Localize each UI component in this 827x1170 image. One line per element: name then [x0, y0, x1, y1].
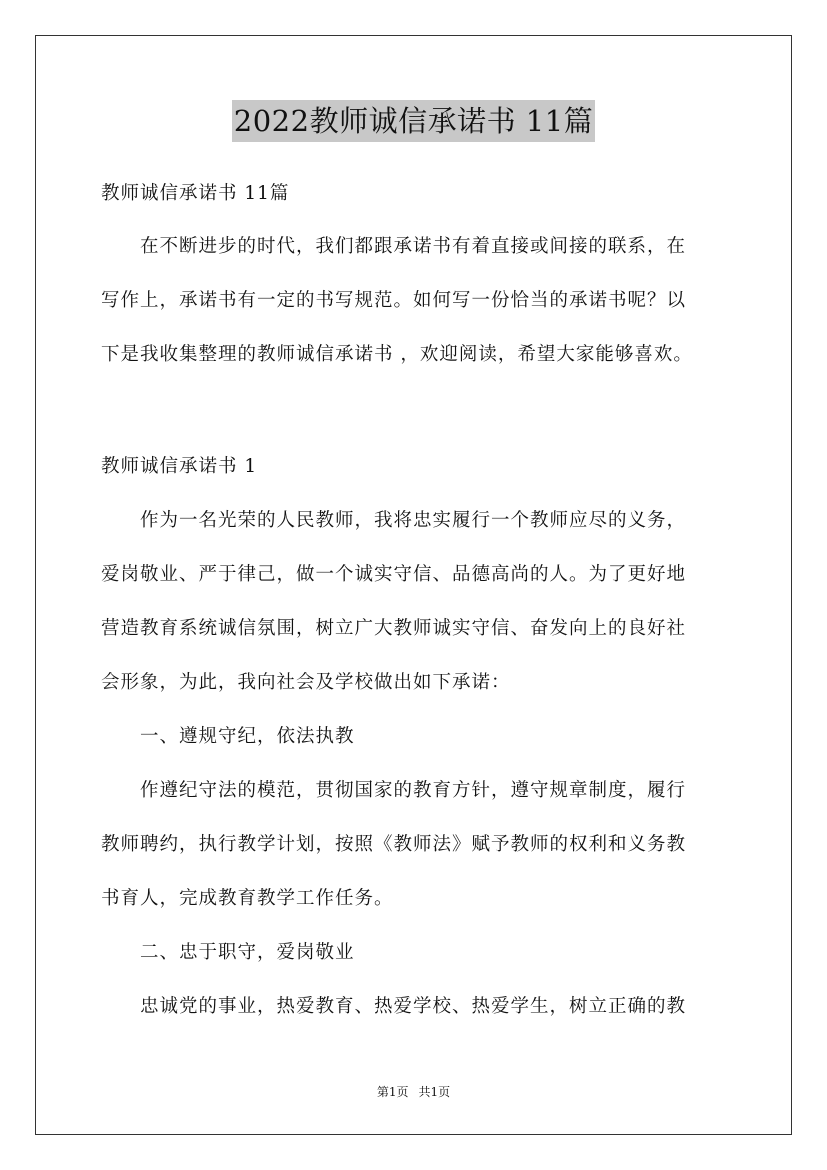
title-wrap — [0, 100, 827, 142]
page-number: 第1页 — [376, 1085, 409, 1099]
clause-heading: 一、遵规守纪，依法执教 — [101, 726, 355, 747]
body-line: 作为一名光荣的人民教师，我将忠实履行一个教师应尽的义务， — [101, 510, 687, 531]
body-line: 教师聘约，执行教学计划，按照《教师法》赋予教师的权利和义务教 — [101, 834, 687, 855]
subtitle-line: 教师诚信承诺书 11篇 — [101, 183, 290, 204]
body-line: 写作上，承诺书有一定的书写规范。如何写一份恰当的承诺书呢？以 — [101, 290, 687, 311]
body-line: 作遵纪守法的模范，贯彻国家的教育方针，遵守规章制度，履行 — [101, 780, 687, 801]
clause-heading: 二、忠于职守，爱岗敬业 — [101, 942, 355, 963]
body-line: 在不断进步的时代，我们都跟承诺书有着直接或间接的联系，在 — [101, 236, 687, 257]
body-line: 忠诚党的事业，热爱教育、热爱学校、热爱学生，树立正确的教 — [101, 996, 687, 1017]
body-line: 书育人，完成教育教学工作任务。 — [101, 888, 394, 909]
body-line: 爱岗敬业、严于律己，做一个诚实守信、品德高尚的人。为了更好地 — [101, 564, 687, 585]
document-title: 2022教师诚信承诺书 11篇 — [232, 100, 595, 142]
body-line: 下是我收集整理的教师诚信承诺书 ，欢迎阅读，希望大家能够喜欢。 — [101, 344, 693, 365]
body-line: 会形象，为此，我向社会及学校做出如下承诺： — [101, 672, 511, 693]
section-heading: 教师诚信承诺书 1 — [101, 456, 258, 477]
page-total: 共1页 — [418, 1085, 451, 1099]
body-line: 营造教育系统诚信氛围，树立广大教师诚实守信、奋发向上的良好社 — [101, 618, 687, 639]
page-footer — [0, 1084, 827, 1100]
